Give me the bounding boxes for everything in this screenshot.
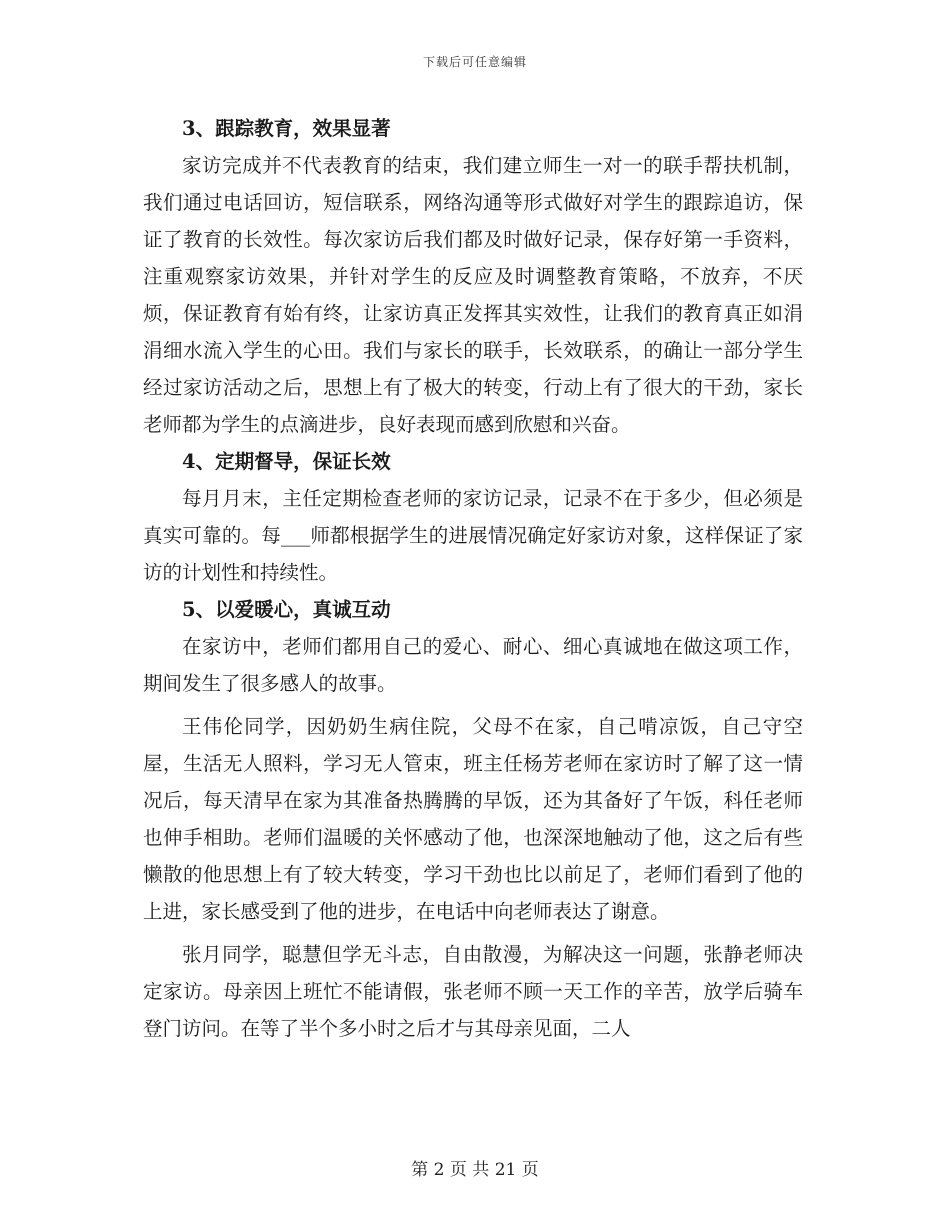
paragraph: 王伟伦同学，因奶奶生病住院，父母不在家，自己啃凉饭，自己守空屋，生活无人照料，学习无人管束，班主任杨芳老师在家访时了解了这一情况后，每天清早在家为其准备热腾腾的早饭，还为其备好了午饭，科任老师也伸手相助。老师们温暖的关怀感动了他，也深深地触动了他，这之后有些懒散的他思想上有了较大转变，学习干劲也比以前足了，老师们看到了他的上进，家长感受到了他的进步，在电话中向老师表达了谢意。 <box>143 715 803 923</box>
section-heading-3: 3、跟踪教育，效果显著 <box>182 117 391 140</box>
paragraph: 张月同学，聪慧但学无斗志，自由散漫，为解决这一问题，张静老师决定家访。母亲因上班忙不能请假，张老师不顾一天工作的辛苦，放学后骑车登门访问。在等了半个多小时之后才与其母亲见面，二人 <box>143 943 803 1040</box>
page-number: 第 2 页 共 21 页 <box>411 1160 539 1180</box>
paragraph: 家访完成并不代表教育的结束，我们建立师生一对一的联手帮扶机制，我们通过电话回访，短信联系，网络沟通等形式做好对学生的跟踪追访，保证了教育的长效性。每次家访后我们都及时做好记录，保存好第一手资料，注重观察家访效果，并针对学生的反应及时调整教育策略，不放弃，不厌烦，保证教育有始有终，让家访真正发挥其实效性，让我们的教育真正如涓涓细水流入学生的心田。我们与家长的联手，长效联系，的确让一部分学生经过家访活动之后，思想上有了极大的转变，行动上有了很大的干劲，家长老师都为学生的点滴进步，良好表现而感到欣慰和兴奋。 <box>143 154 803 436</box>
section-heading-4: 4、定期督导，保证长效 <box>182 450 391 473</box>
paragraph: 在家访中，老师们都用自己的爱心、耐心、细心真诚地在做这项工作，期间发生了很多感人的故事。 <box>143 635 803 695</box>
section-heading-5: 5、以爱暖心，真诚互动 <box>182 598 391 621</box>
page-header: 下载后可任意编辑 <box>422 55 527 69</box>
paragraph: 每月月末，主任定期检查老师的家访记录，记录不在于多少，但必须是真实可靠的。每___师都根据学生的进展情况确定好家访对象，这样保证了家访的计划性和持续性。 <box>143 487 803 584</box>
document-body <box>143 110 803 1047</box>
